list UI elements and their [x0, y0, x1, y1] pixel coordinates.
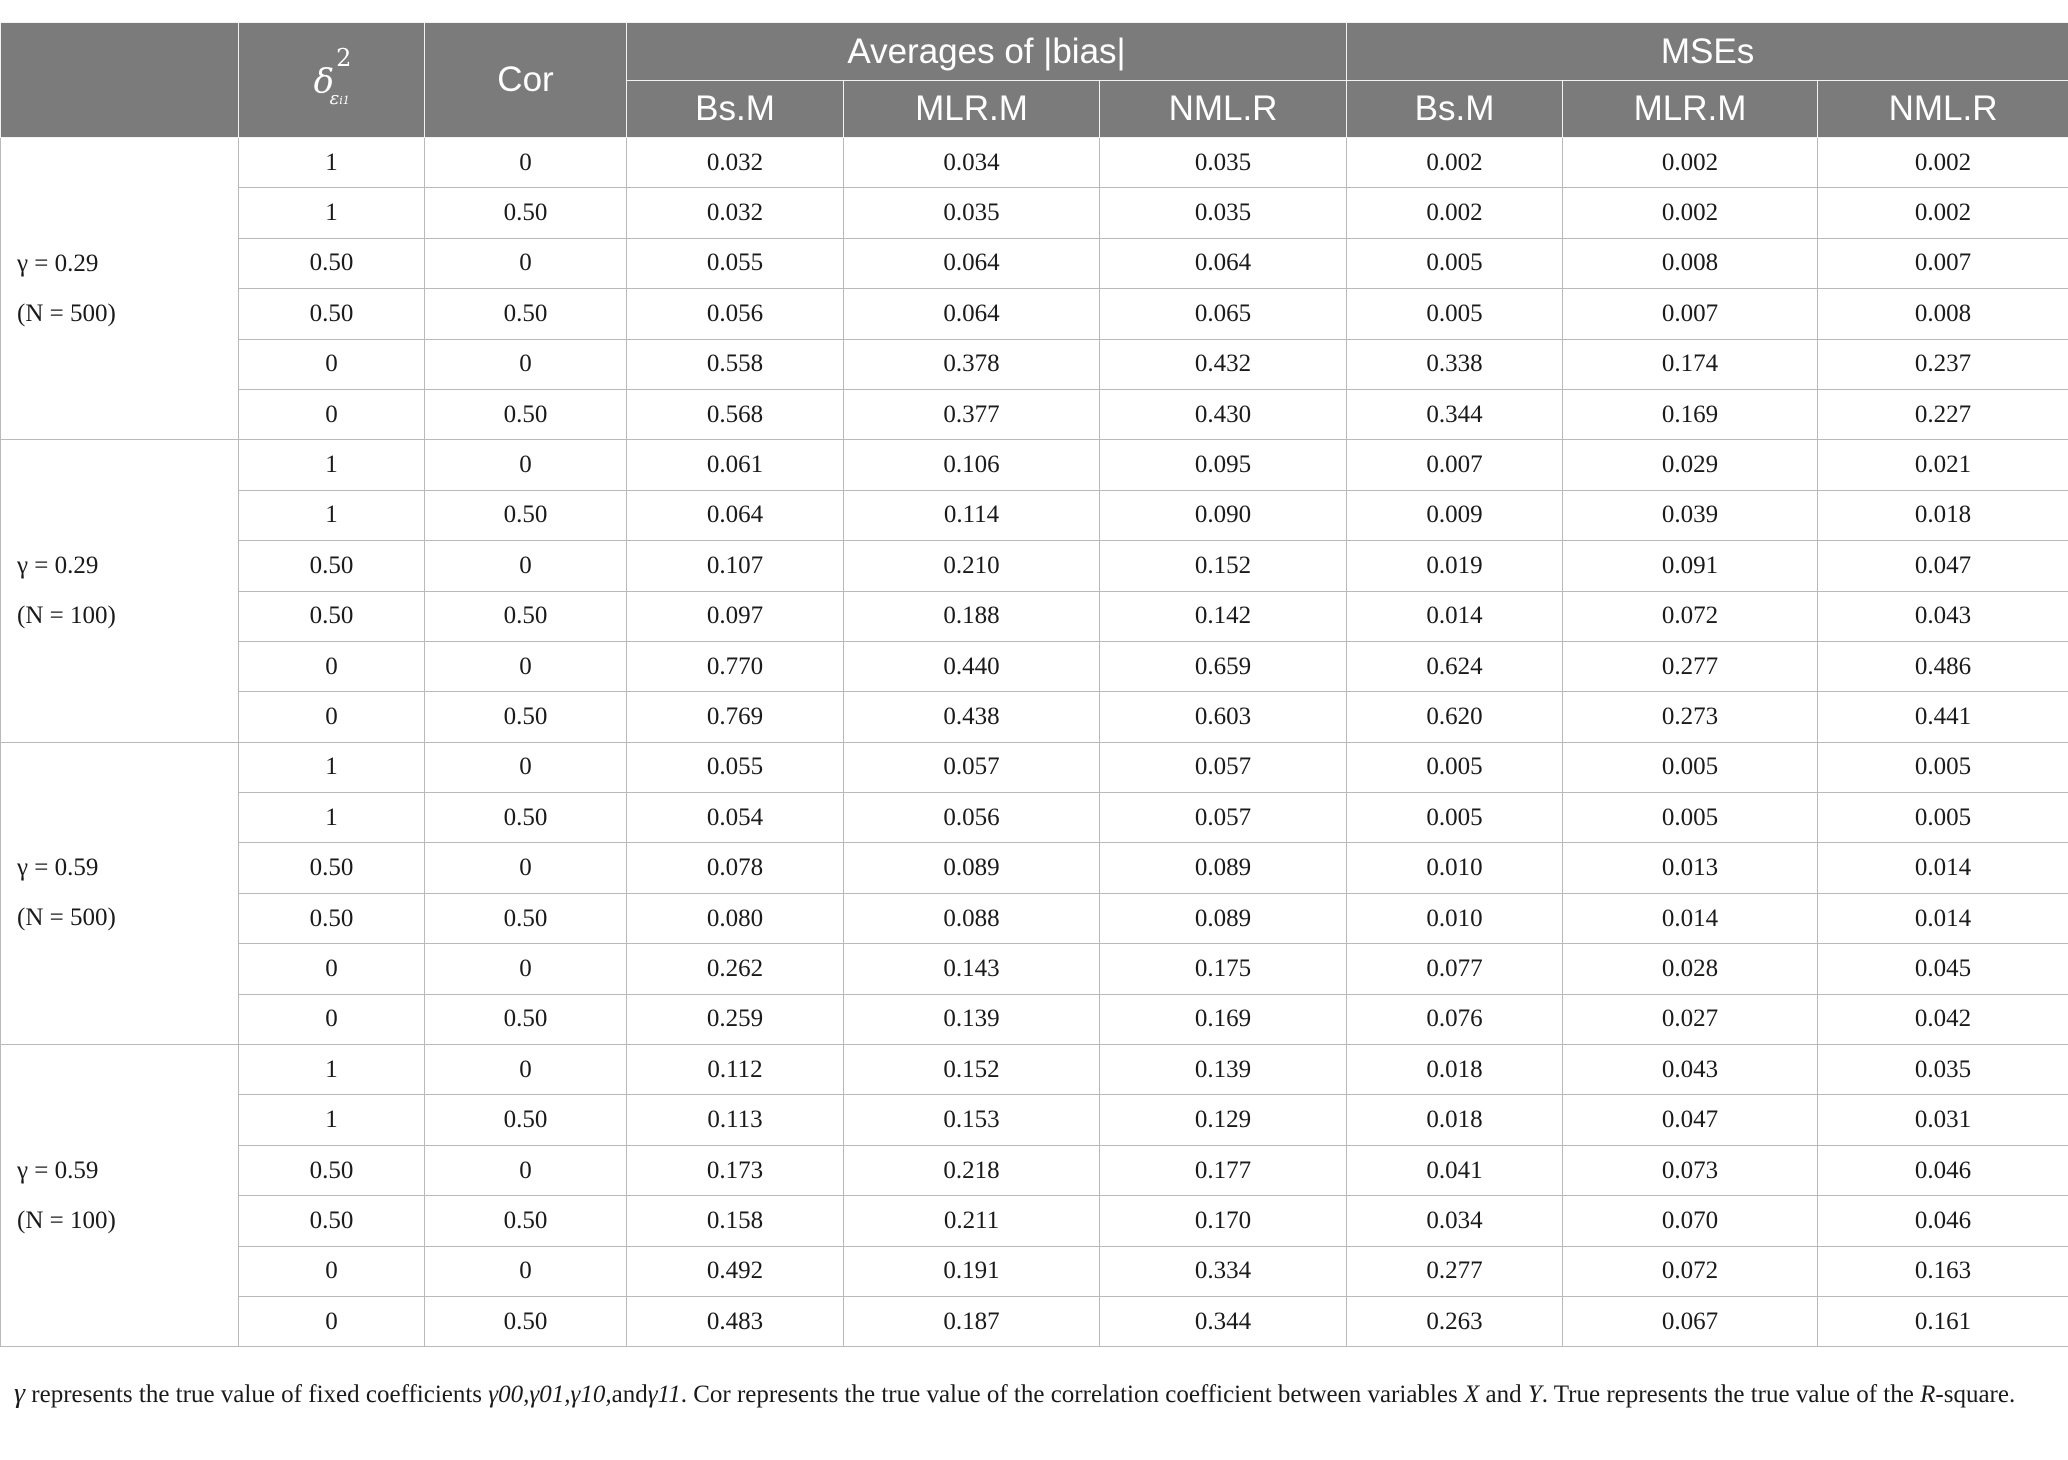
header-bias-bsm: Bs.M: [627, 81, 844, 138]
group-sample-size: (N = 500): [17, 299, 116, 327]
mse-bsm-cell: 0.344: [1347, 389, 1563, 439]
mse-nmlr-cell: 0.047: [1818, 541, 2068, 591]
header-bias-nmlr: NML.R: [1100, 81, 1347, 138]
cor-cell: 0.50: [425, 591, 627, 641]
mse-mlrm-cell: 0.091: [1563, 541, 1818, 591]
table-row: [1, 289, 2068, 339]
table-row: [1, 188, 2068, 238]
delta-cell: 0: [239, 1296, 425, 1346]
cor-cell: 0.50: [425, 893, 627, 943]
mse-bsm-cell: 0.009: [1347, 490, 1563, 540]
header-cor: Cor: [425, 23, 627, 138]
mse-bsm-cell: 0.005: [1347, 238, 1563, 288]
bias-mlrm-cell: 0.211: [844, 1196, 1100, 1246]
footnote-var-y: Y: [1527, 1381, 1542, 1408]
mse-nmlr-cell: 0.035: [1818, 1045, 2068, 1095]
group-sample-size: (N = 100): [17, 1206, 116, 1234]
bias-mlrm-cell: 0.064: [844, 238, 1100, 288]
mse-nmlr-cell: 0.042: [1818, 994, 2068, 1044]
mse-mlrm-cell: 0.070: [1563, 1196, 1818, 1246]
mse-bsm-cell: 0.005: [1347, 742, 1563, 792]
bias-mlrm-cell: 0.187: [844, 1296, 1100, 1346]
mse-mlrm-cell: 0.014: [1563, 893, 1818, 943]
mse-mlrm-cell: 0.002: [1563, 138, 1818, 188]
bias-nmlr-cell: 0.344: [1100, 1296, 1347, 1346]
mse-mlrm-cell: 0.072: [1563, 1246, 1818, 1296]
bias-nmlr-cell: 0.035: [1100, 138, 1347, 188]
delta-cell: 1: [239, 188, 425, 238]
mse-nmlr-cell: 0.237: [1818, 339, 2068, 389]
table-row: [1, 591, 2068, 641]
mse-bsm-cell: 0.005: [1347, 793, 1563, 843]
bias-nmlr-cell: 0.057: [1100, 793, 1347, 843]
cor-cell: 0.50: [425, 490, 627, 540]
bias-nmlr-cell: 0.177: [1100, 1145, 1347, 1195]
bias-bsm-cell: 0.173: [627, 1145, 844, 1195]
bias-nmlr-cell: 0.603: [1100, 692, 1347, 742]
mse-nmlr-cell: 0.008: [1818, 289, 2068, 339]
bias-mlrm-cell: 0.106: [844, 440, 1100, 490]
cor-cell: 0.50: [425, 994, 627, 1044]
bias-mlrm-cell: 0.056: [844, 793, 1100, 843]
mse-mlrm-cell: 0.273: [1563, 692, 1818, 742]
mse-mlrm-cell: 0.002: [1563, 188, 1818, 238]
group-sample-size: (N = 100): [17, 602, 116, 630]
bias-bsm-cell: 0.055: [627, 742, 844, 792]
group-label-cell: [1, 138, 239, 440]
mse-bsm-cell: 0.277: [1347, 1246, 1563, 1296]
bias-mlrm-cell: 0.088: [844, 893, 1100, 943]
cor-cell: 0: [425, 1045, 627, 1095]
cor-cell: 0: [425, 238, 627, 288]
mse-nmlr-cell: 0.021: [1818, 440, 2068, 490]
mse-nmlr-cell: 0.486: [1818, 641, 2068, 691]
cor-cell: 0.50: [425, 289, 627, 339]
delta-cell: 1: [239, 1045, 425, 1095]
group-sample-size: (N = 500): [17, 904, 116, 932]
cor-cell: 0: [425, 541, 627, 591]
bias-nmlr-cell: 0.057: [1100, 742, 1347, 792]
cor-cell: 0: [425, 138, 627, 188]
bias-bsm-cell: 0.769: [627, 692, 844, 742]
footnote-and: and: [611, 1381, 648, 1408]
mse-mlrm-cell: 0.007: [1563, 289, 1818, 339]
cor-cell: 0.50: [425, 389, 627, 439]
bias-nmlr-cell: 0.334: [1100, 1246, 1347, 1296]
bias-nmlr-cell: 0.139: [1100, 1045, 1347, 1095]
delta-cell: 0: [239, 1246, 425, 1296]
footnote-text-2: . Cor represents the true value of the correlation coefficient between variables: [680, 1381, 1464, 1408]
delta-cell: 0.50: [239, 591, 425, 641]
mse-mlrm-cell: 0.174: [1563, 339, 1818, 389]
bias-mlrm-cell: 0.440: [844, 641, 1100, 691]
group-label-cell: [1, 440, 239, 742]
bias-bsm-cell: 0.061: [627, 440, 844, 490]
table-row: [1, 1196, 2068, 1246]
table-footnote: [14, 1375, 2054, 1414]
mse-mlrm-cell: 0.047: [1563, 1095, 1818, 1145]
bias-mlrm-cell: 0.152: [844, 1045, 1100, 1095]
delta-cell: 0: [239, 994, 425, 1044]
mse-mlrm-cell: 0.005: [1563, 793, 1818, 843]
cor-cell: 0.50: [425, 188, 627, 238]
bias-mlrm-cell: 0.188: [844, 591, 1100, 641]
mse-nmlr-cell: 0.045: [1818, 944, 2068, 994]
bias-bsm-cell: 0.262: [627, 944, 844, 994]
mse-mlrm-cell: 0.028: [1563, 944, 1818, 994]
delta-cell: 0.50: [239, 238, 425, 288]
delta-cell: 0: [239, 641, 425, 691]
footnote-text-1: represents the true value of fixed coefficients: [25, 1381, 489, 1408]
bias-nmlr-cell: 0.089: [1100, 893, 1347, 943]
delta-cell: 1: [239, 1095, 425, 1145]
mse-nmlr-cell: 0.046: [1818, 1145, 2068, 1195]
cor-cell: 0: [425, 1145, 627, 1195]
mse-mlrm-cell: 0.013: [1563, 843, 1818, 893]
cor-cell: 0: [425, 1246, 627, 1296]
table-row: [1, 1246, 2068, 1296]
mse-nmlr-cell: 0.002: [1818, 188, 2068, 238]
bias-nmlr-cell: 0.035: [1100, 188, 1347, 238]
cor-cell: 0: [425, 843, 627, 893]
mse-nmlr-cell: 0.163: [1818, 1246, 2068, 1296]
bias-bsm-cell: 0.032: [627, 138, 844, 188]
group-label-cell: [1, 1045, 239, 1347]
table-row: [1, 339, 2068, 389]
delta-cell: 0.50: [239, 1145, 425, 1195]
bias-mlrm-cell: 0.153: [844, 1095, 1100, 1145]
bias-bsm-cell: 0.107: [627, 541, 844, 591]
bias-bsm-cell: 0.055: [627, 238, 844, 288]
mse-nmlr-cell: 0.031: [1818, 1095, 2068, 1145]
mse-nmlr-cell: 0.441: [1818, 692, 2068, 742]
bias-mlrm-cell: 0.057: [844, 742, 1100, 792]
group-gamma: γ = 0.29: [17, 249, 99, 277]
header-bias-group: Averages of |bias|: [627, 23, 1347, 81]
bias-mlrm-cell: 0.064: [844, 289, 1100, 339]
mse-nmlr-cell: 0.007: [1818, 238, 2068, 288]
mse-bsm-cell: 0.002: [1347, 138, 1563, 188]
bias-nmlr-cell: 0.659: [1100, 641, 1347, 691]
header-bias-mlrm: MLR.M: [844, 81, 1100, 138]
header-delta: [239, 23, 425, 138]
table-row: [1, 541, 2068, 591]
cor-cell: 0.50: [425, 1196, 627, 1246]
table-row: [1, 1095, 2068, 1145]
mse-mlrm-cell: 0.029: [1563, 440, 1818, 490]
mse-mlrm-cell: 0.008: [1563, 238, 1818, 288]
bias-bsm-cell: 0.054: [627, 793, 844, 843]
bias-nmlr-cell: 0.095: [1100, 440, 1347, 490]
cor-cell: 0.50: [425, 793, 627, 843]
mse-bsm-cell: 0.019: [1347, 541, 1563, 591]
bias-mlrm-cell: 0.438: [844, 692, 1100, 742]
mse-bsm-cell: 0.010: [1347, 893, 1563, 943]
delta-cell: 1: [239, 138, 425, 188]
footnote-gamma: γ: [14, 1378, 26, 1409]
bias-nmlr-cell: 0.169: [1100, 994, 1347, 1044]
mse-bsm-cell: 0.041: [1347, 1145, 1563, 1195]
footnote-text-3: . True represents the true value of the: [1541, 1381, 1921, 1408]
bias-mlrm-cell: 0.089: [844, 843, 1100, 893]
bias-bsm-cell: 0.113: [627, 1095, 844, 1145]
table-row: [1, 490, 2068, 540]
footnote-var-x: X: [1463, 1381, 1480, 1408]
cor-cell: 0: [425, 944, 627, 994]
cor-cell: 0: [425, 742, 627, 792]
table-row: [1, 843, 2068, 893]
bias-nmlr-cell: 0.175: [1100, 944, 1347, 994]
table-row: [1, 1045, 2068, 1095]
cor-cell: 0.50: [425, 1296, 627, 1346]
bias-mlrm-cell: 0.210: [844, 541, 1100, 591]
mse-bsm-cell: 0.007: [1347, 440, 1563, 490]
mse-mlrm-cell: 0.277: [1563, 641, 1818, 691]
bias-bsm-cell: 0.492: [627, 1246, 844, 1296]
mse-bsm-cell: 0.034: [1347, 1196, 1563, 1246]
mse-nmlr-cell: 0.005: [1818, 793, 2068, 843]
bias-nmlr-cell: 0.430: [1100, 389, 1347, 439]
table-body: [1, 138, 2068, 1347]
mse-mlrm-cell: 0.027: [1563, 994, 1818, 1044]
mse-nmlr-cell: 0.005: [1818, 742, 2068, 792]
bias-bsm-cell: 0.259: [627, 994, 844, 1044]
table-row: [1, 1296, 2068, 1346]
bias-mlrm-cell: 0.191: [844, 1246, 1100, 1296]
bias-nmlr-cell: 0.089: [1100, 843, 1347, 893]
mse-mlrm-cell: 0.043: [1563, 1045, 1818, 1095]
mse-mlrm-cell: 0.072: [1563, 591, 1818, 641]
delta-cell: 0: [239, 692, 425, 742]
bias-bsm-cell: 0.483: [627, 1296, 844, 1346]
mse-bsm-cell: 0.620: [1347, 692, 1563, 742]
delta-cell: 0.50: [239, 843, 425, 893]
bias-nmlr-cell: 0.170: [1100, 1196, 1347, 1246]
group-gamma: γ = 0.59: [17, 1156, 99, 1184]
mse-bsm-cell: 0.005: [1347, 289, 1563, 339]
group-gamma: γ = 0.59: [17, 854, 99, 882]
delta-cell: 0.50: [239, 289, 425, 339]
delta-cell: 0.50: [239, 541, 425, 591]
footnote-text-4: -square.: [1935, 1381, 2016, 1408]
mse-nmlr-cell: 0.014: [1818, 843, 2068, 893]
footnote-r: R: [1920, 1381, 1936, 1408]
header-mse-group: MSEs: [1347, 23, 2068, 81]
bias-bsm-cell: 0.158: [627, 1196, 844, 1246]
table-row: [1, 440, 2068, 490]
bias-nmlr-cell: 0.152: [1100, 541, 1347, 591]
delta-cell: 1: [239, 440, 425, 490]
bias-nmlr-cell: 0.432: [1100, 339, 1347, 389]
delta-cell: 0: [239, 389, 425, 439]
bias-bsm-cell: 0.078: [627, 843, 844, 893]
bias-nmlr-cell: 0.142: [1100, 591, 1347, 641]
mse-bsm-cell: 0.624: [1347, 641, 1563, 691]
mse-nmlr-cell: 0.161: [1818, 1296, 2068, 1346]
table-row: [1, 793, 2068, 843]
delta-cell: 1: [239, 490, 425, 540]
mse-bsm-cell: 0.014: [1347, 591, 1563, 641]
header-mse-nmlr: NML.R: [1818, 81, 2068, 138]
mse-bsm-cell: 0.018: [1347, 1095, 1563, 1145]
bias-bsm-cell: 0.080: [627, 893, 844, 943]
cor-cell: 0: [425, 440, 627, 490]
bias-nmlr-cell: 0.129: [1100, 1095, 1347, 1145]
mse-bsm-cell: 0.010: [1347, 843, 1563, 893]
mse-nmlr-cell: 0.014: [1818, 893, 2068, 943]
table-row: [1, 238, 2068, 288]
mse-nmlr-cell: 0.002: [1818, 138, 2068, 188]
bias-bsm-cell: 0.032: [627, 188, 844, 238]
bias-bsm-cell: 0.056: [627, 289, 844, 339]
footnote-text-and: and: [1479, 1381, 1528, 1408]
bias-mlrm-cell: 0.034: [844, 138, 1100, 188]
group-gamma: γ = 0.29: [17, 552, 99, 580]
mse-mlrm-cell: 0.067: [1563, 1296, 1818, 1346]
bias-bsm-cell: 0.568: [627, 389, 844, 439]
mse-bsm-cell: 0.076: [1347, 994, 1563, 1044]
mse-bsm-cell: 0.002: [1347, 188, 1563, 238]
table-row: [1, 994, 2068, 1044]
mse-mlrm-cell: 0.039: [1563, 490, 1818, 540]
bias-nmlr-cell: 0.090: [1100, 490, 1347, 540]
delta-cell: 0: [239, 944, 425, 994]
bias-bsm-cell: 0.064: [627, 490, 844, 540]
bias-bsm-cell: 0.770: [627, 641, 844, 691]
cor-cell: 0.50: [425, 692, 627, 742]
bias-mlrm-cell: 0.378: [844, 339, 1100, 389]
table-header: [1, 23, 2068, 138]
table-row: [1, 944, 2068, 994]
mse-bsm-cell: 0.338: [1347, 339, 1563, 389]
delta-cell: 0.50: [239, 893, 425, 943]
bias-nmlr-cell: 0.065: [1100, 289, 1347, 339]
mse-mlrm-cell: 0.169: [1563, 389, 1818, 439]
header-mse-mlrm: MLR.M: [1563, 81, 1818, 138]
delta-cell: 0: [239, 339, 425, 389]
bias-mlrm-cell: 0.139: [844, 994, 1100, 1044]
table-row: [1, 692, 2068, 742]
table-row: [1, 138, 2068, 188]
delta-squared-symbol: $\delta^2$ εi1: [313, 44, 352, 110]
bias-mlrm-cell: 0.377: [844, 389, 1100, 439]
cor-cell: 0: [425, 339, 627, 389]
bias-bsm-cell: 0.097: [627, 591, 844, 641]
mse-mlrm-cell: 0.005: [1563, 742, 1818, 792]
table-row: [1, 641, 2068, 691]
mse-mlrm-cell: 0.073: [1563, 1145, 1818, 1195]
mse-nmlr-cell: 0.043: [1818, 591, 2068, 641]
bias-nmlr-cell: 0.064: [1100, 238, 1347, 288]
table-row: [1, 1145, 2068, 1195]
delta-cell: 1: [239, 742, 425, 792]
cor-cell: 0.50: [425, 1095, 627, 1145]
mse-bsm-cell: 0.077: [1347, 944, 1563, 994]
group-label-cell: [1, 742, 239, 1044]
table-row: [1, 893, 2068, 943]
header-mse-bsm: Bs.M: [1347, 81, 1563, 138]
delta-cell: 0.50: [239, 1196, 425, 1246]
footnote-last-coefficient: γ11: [647, 1381, 681, 1408]
mse-bsm-cell: 0.018: [1347, 1045, 1563, 1095]
mse-bsm-cell: 0.263: [1347, 1296, 1563, 1346]
mse-nmlr-cell: 0.227: [1818, 389, 2068, 439]
delta-cell: 1: [239, 793, 425, 843]
bias-bsm-cell: 0.112: [627, 1045, 844, 1095]
bias-mlrm-cell: 0.143: [844, 944, 1100, 994]
mse-nmlr-cell: 0.046: [1818, 1196, 2068, 1246]
table-row: [1, 389, 2068, 439]
mse-nmlr-cell: 0.018: [1818, 490, 2068, 540]
table-row: [1, 742, 2068, 792]
cor-cell: 0: [425, 641, 627, 691]
bias-mlrm-cell: 0.218: [844, 1145, 1100, 1195]
bias-bsm-cell: 0.558: [627, 339, 844, 389]
bias-mlrm-cell: 0.035: [844, 188, 1100, 238]
results-table: [0, 22, 2068, 1347]
header-corner-cell: [1, 23, 239, 138]
bias-mlrm-cell: 0.114: [844, 490, 1100, 540]
footnote-coefficients: γ00,γ01,γ10,: [488, 1381, 612, 1408]
